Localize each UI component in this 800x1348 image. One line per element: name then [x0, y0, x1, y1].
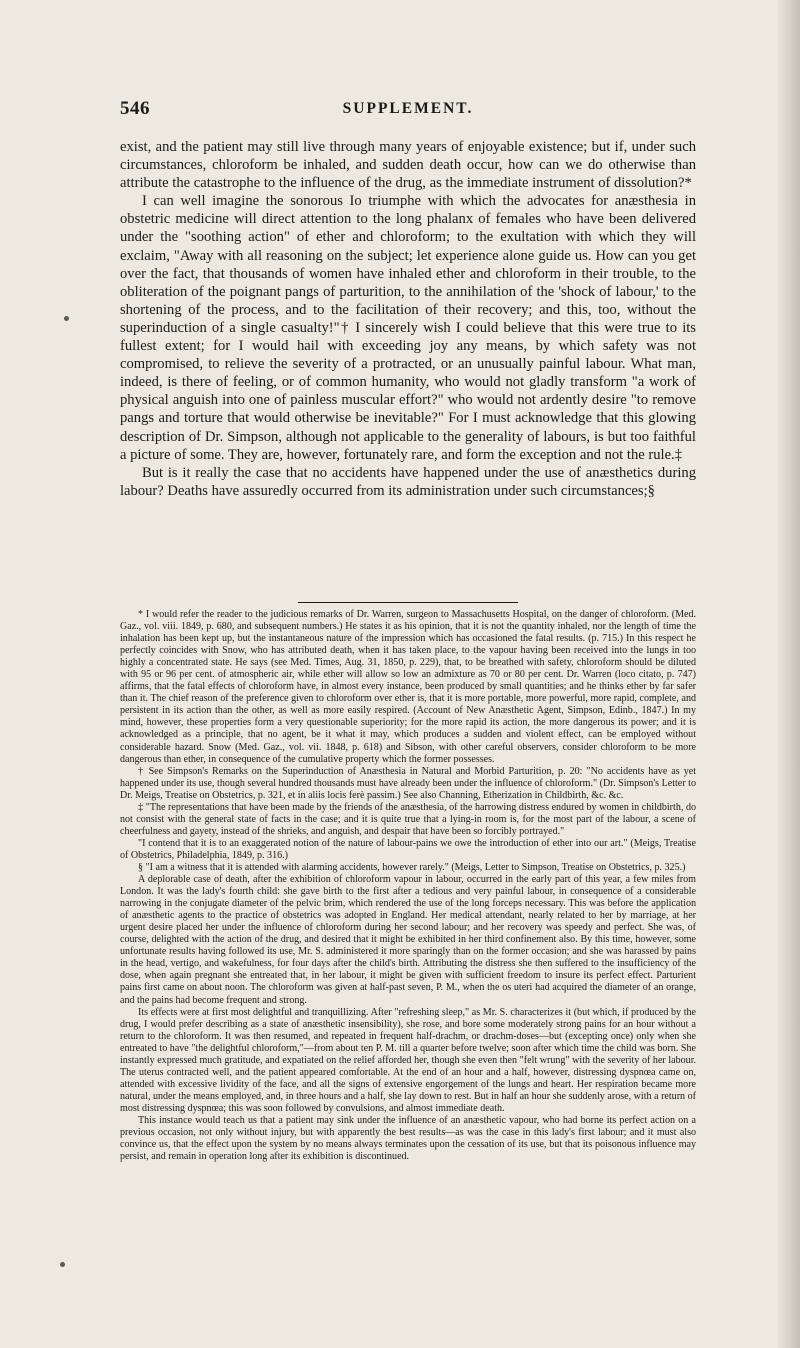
page-number: 546	[120, 98, 150, 119]
main-text	[120, 138, 696, 500]
body-paragraph: exist, and the patient may still live through many years of enjoyable existence; but if, under such circumstances, chloroform be inhaled, and sudden death occur, how can we do otherwise than attribute the catastrophe to the influence of the drug, as the immediate instrument of dissolution?*	[120, 139, 696, 192]
footnote: Its effects were at first most delightful and tranquillizing. After "refreshing sleep," as Mr. S. characterizes it (but which, if produced by the drug, I would prefer describing as a state of anæsthetic insensibility), she rose, and bore some moderately strong pains for an hour without a return to the chloroform. It was then resumed, and repeated in frequent half-drachm, or drachm-doses—but (excepting once) only when she entreated to have "the delightful chloroform,"—from about ten P. M. till a quarter before twelve; soon after which time the child was born. She instantly expressed much gratitude, and expatiated on the relief afforded her, though she even then "felt wrung" with the severity of her labour. The uterus contracted well, and the patient appeared comfortable. At the end of an hour and a half, however, distressing dyspnœa came on, attended with excessive lividity of the face, and all the signs of extensive engorgement of the lungs and heart. Her respiration became more natural, under the means employed, and, in three hours and a half, she lay down to rest. But in half an hour she suddenly arose, with a return of most distressing dyspnœa; this was soon followed by convulsions, and almost immediate death.	[120, 1006, 696, 1114]
page-header	[120, 98, 696, 122]
footnote: § "I am a witness that it is attended with alarming accidents, however rarely." (Meigs, Letter to Simpson, Treatise on Obstetrics, p. 325.)	[138, 861, 686, 873]
footnote: "I contend that it is to an exaggerated notion of the nature of labour-pains we owe the introduction of ether into our art." (Meigs, Treatise of Obstetrics, Philadelphia, 1849, p. 316.)	[120, 837, 696, 861]
footnote-divider	[298, 602, 518, 603]
footnote: † See Simpson's Remarks on the Superinduction of Anæsthesia in Natural and Morbid Parturition, p. 20: "No accidents have as yet happened under its use, though several hundred thousands must have already been under the influence of chloroform." (Dr. Simpson's Letter to Dr. Meigs, Treatise on Obstetrics, p. 321, et in aliis locis ferè passim.) See also Channing, Etherization in Childbirth, &c. &c.	[120, 765, 696, 801]
footnote: ‡ "The representations that have been made by the friends of the anæsthesia, of the harrowing distress endured by women in childbirth, do not consist with the general state of facts in the case; and it is quite true that a lying-in room is, for the most part of the labour, a scene of cheerfulness and gayety, instead of the shrieks, and anguish, and despair that have been so forcibly portrayed."	[120, 801, 696, 837]
body-paragraph: I can well imagine the sonorous Io triumphe with which the advocates for anæsthesia in obstetric medicine will direct attention to the long phalanx of females who have been delivered under the "soothing action" of ether and chloroform; to the exultation with which they will exclaim, "Away with all reasoning on the subject; let experience alone guide us. How can you get over the fact, that thousands of women have inhaled ether and chloroform in their trouble, to the obliteration of the poignant pangs of parturition, to the annihilation of the 'shock of labour,' to the shortening of the process, and to the facilitation of their recovery; and this, too, without the superinduction of a single casualty!"† I sincerely wish I could believe that this were true to its fullest extent; for I would hail with exceeding joy any means, by which safety was not compromised, to relieve the severity of a protracted, or an unusually painful labour. What man, indeed, is there of feeling, or of common humanity, who would not gladly transform "a work of physical anguish into one of painless muscular effort?" who would not ardently desire "to remove pangs and torture that would otherwise be inevitable?" For I must acknowledge that this glowing description of Dr. Simpson, although not applicable to the generality of labours, is but too faithful a picture of some. They are, however, fortunately rare, and form the exception and not the rule.‡	[120, 193, 696, 463]
scan-speck	[60, 1262, 65, 1267]
footnote: This instance would teach us that a patient may sink under the influence of an anæsthetic vapour, who had borne its perfect action on a previous occasion, not only without injury, but with apparently the best results—as was the case in this lady's first labour; and it must also convince us, that the effect upon the system by no means always terminates upon the cessation of its use, but that its poisonous influence may persist, and remain in operation long after its exhibition is discontinued.	[120, 1114, 696, 1163]
footnote: A deplorable case of death, after the exhibition of chloroform vapour in labour, occurred in the early part of this year, a few miles from London. It was the lady's fourth child: she gave birth to the first after a tedious and very painful labour, in consequence of a considerable narrowing in the conjugate diameter of the pelvic brim, which rendered the use of the long forceps necessary. This was before the application of anæsthetic agents to the practice of obstetrics was adopted in England. Her medical attendant, nearly related to her by marriage, at her urgent desire placed her under the influence of chloroform during her second labour; and her recovery was speedy and perfect. She was, of course, delighted with the action of the drug, and desired that it might be exhibited in her third confinement also. By this time, however, some unfortunate results having followed its use, Mr. S. administered it more sparingly than on the former occasion; and she was harassed by pains in the head, vertigo, and wakefulness, for four days after the child's birth. Attributing the distress she then suffered to the insufficiency of the dose, when again pregnant she entreated that, in her labour, it might be given with sufficient freedom to insure its perfect effect. Parturient pains first came on about noon. The chloroform was given at half-past seven, P. M., when the os uteri had acquired the diameter of an orange, and the pains had become frequent and strong.	[120, 874, 696, 1006]
running-head: SUPPLEMENT.	[342, 100, 474, 117]
footnotes	[120, 609, 696, 1163]
body-paragraph: But is it really the case that no accidents have happened under the use of anæsthetics during labour? Deaths have assuredly occurred from its administration under such circumstances;§	[120, 464, 696, 499]
page-spine-shadow	[778, 0, 800, 1348]
footnote: * I would refer the reader to the judicious remarks of Dr. Warren, surgeon to Massachusetts Hospital, on the danger of chloroform. (Med. Gaz., vol. viii. 1849, p. 680, and subsequent numbers.) He states it as his opinion, that it is not the quantity inhaled, nor the length of time the inhalation has been kept up, but the instantaneous nature of the impression which has occasioned the fatal results. (p. 715.) In this respect he perfectly coincides with Snow, who has attributed death, when it has taken place, to the vapour having been received into the lungs in too highly a concentrated state. He says (see Med. Times, Aug. 31, 1850, p. 229), that, to be breathed with safety, chloroform should be diluted with 95 or 96 per cent. of atmospheric air, while ether will allow so low an admixture as 70 or 80 per cent. Dr. Warren (loco citato, p. 747) affirms, that the fatal effects of chloroform have, in almost every instance, been produced by small quantities; and he thinks ether by far safer than it. The chief reason of the preference given to chloroform over ether is, that it is more portable, more powerful, more rapid, complete, and persistent in its action than the other, as well as more easily respired. (Account of New Anæsthetic Agent, Simpson, Edinb., 1847.) In my mind, however, these properties form a very questionable superiority; for the more rapid its action, the more dangerous its power; and it is acknowledged as a principle, that no agent, be it what it may, which produces a sudden and violent effect, can be employed without considerable hazard. Snow (Med. Gaz., vol. vii. 1848, p. 618) and Sibson, with other careful observers, consider chloroform to be more dangerous than ether, in consequence of the cumulative property which the former possesses.	[120, 609, 696, 765]
scan-speck	[64, 316, 69, 321]
